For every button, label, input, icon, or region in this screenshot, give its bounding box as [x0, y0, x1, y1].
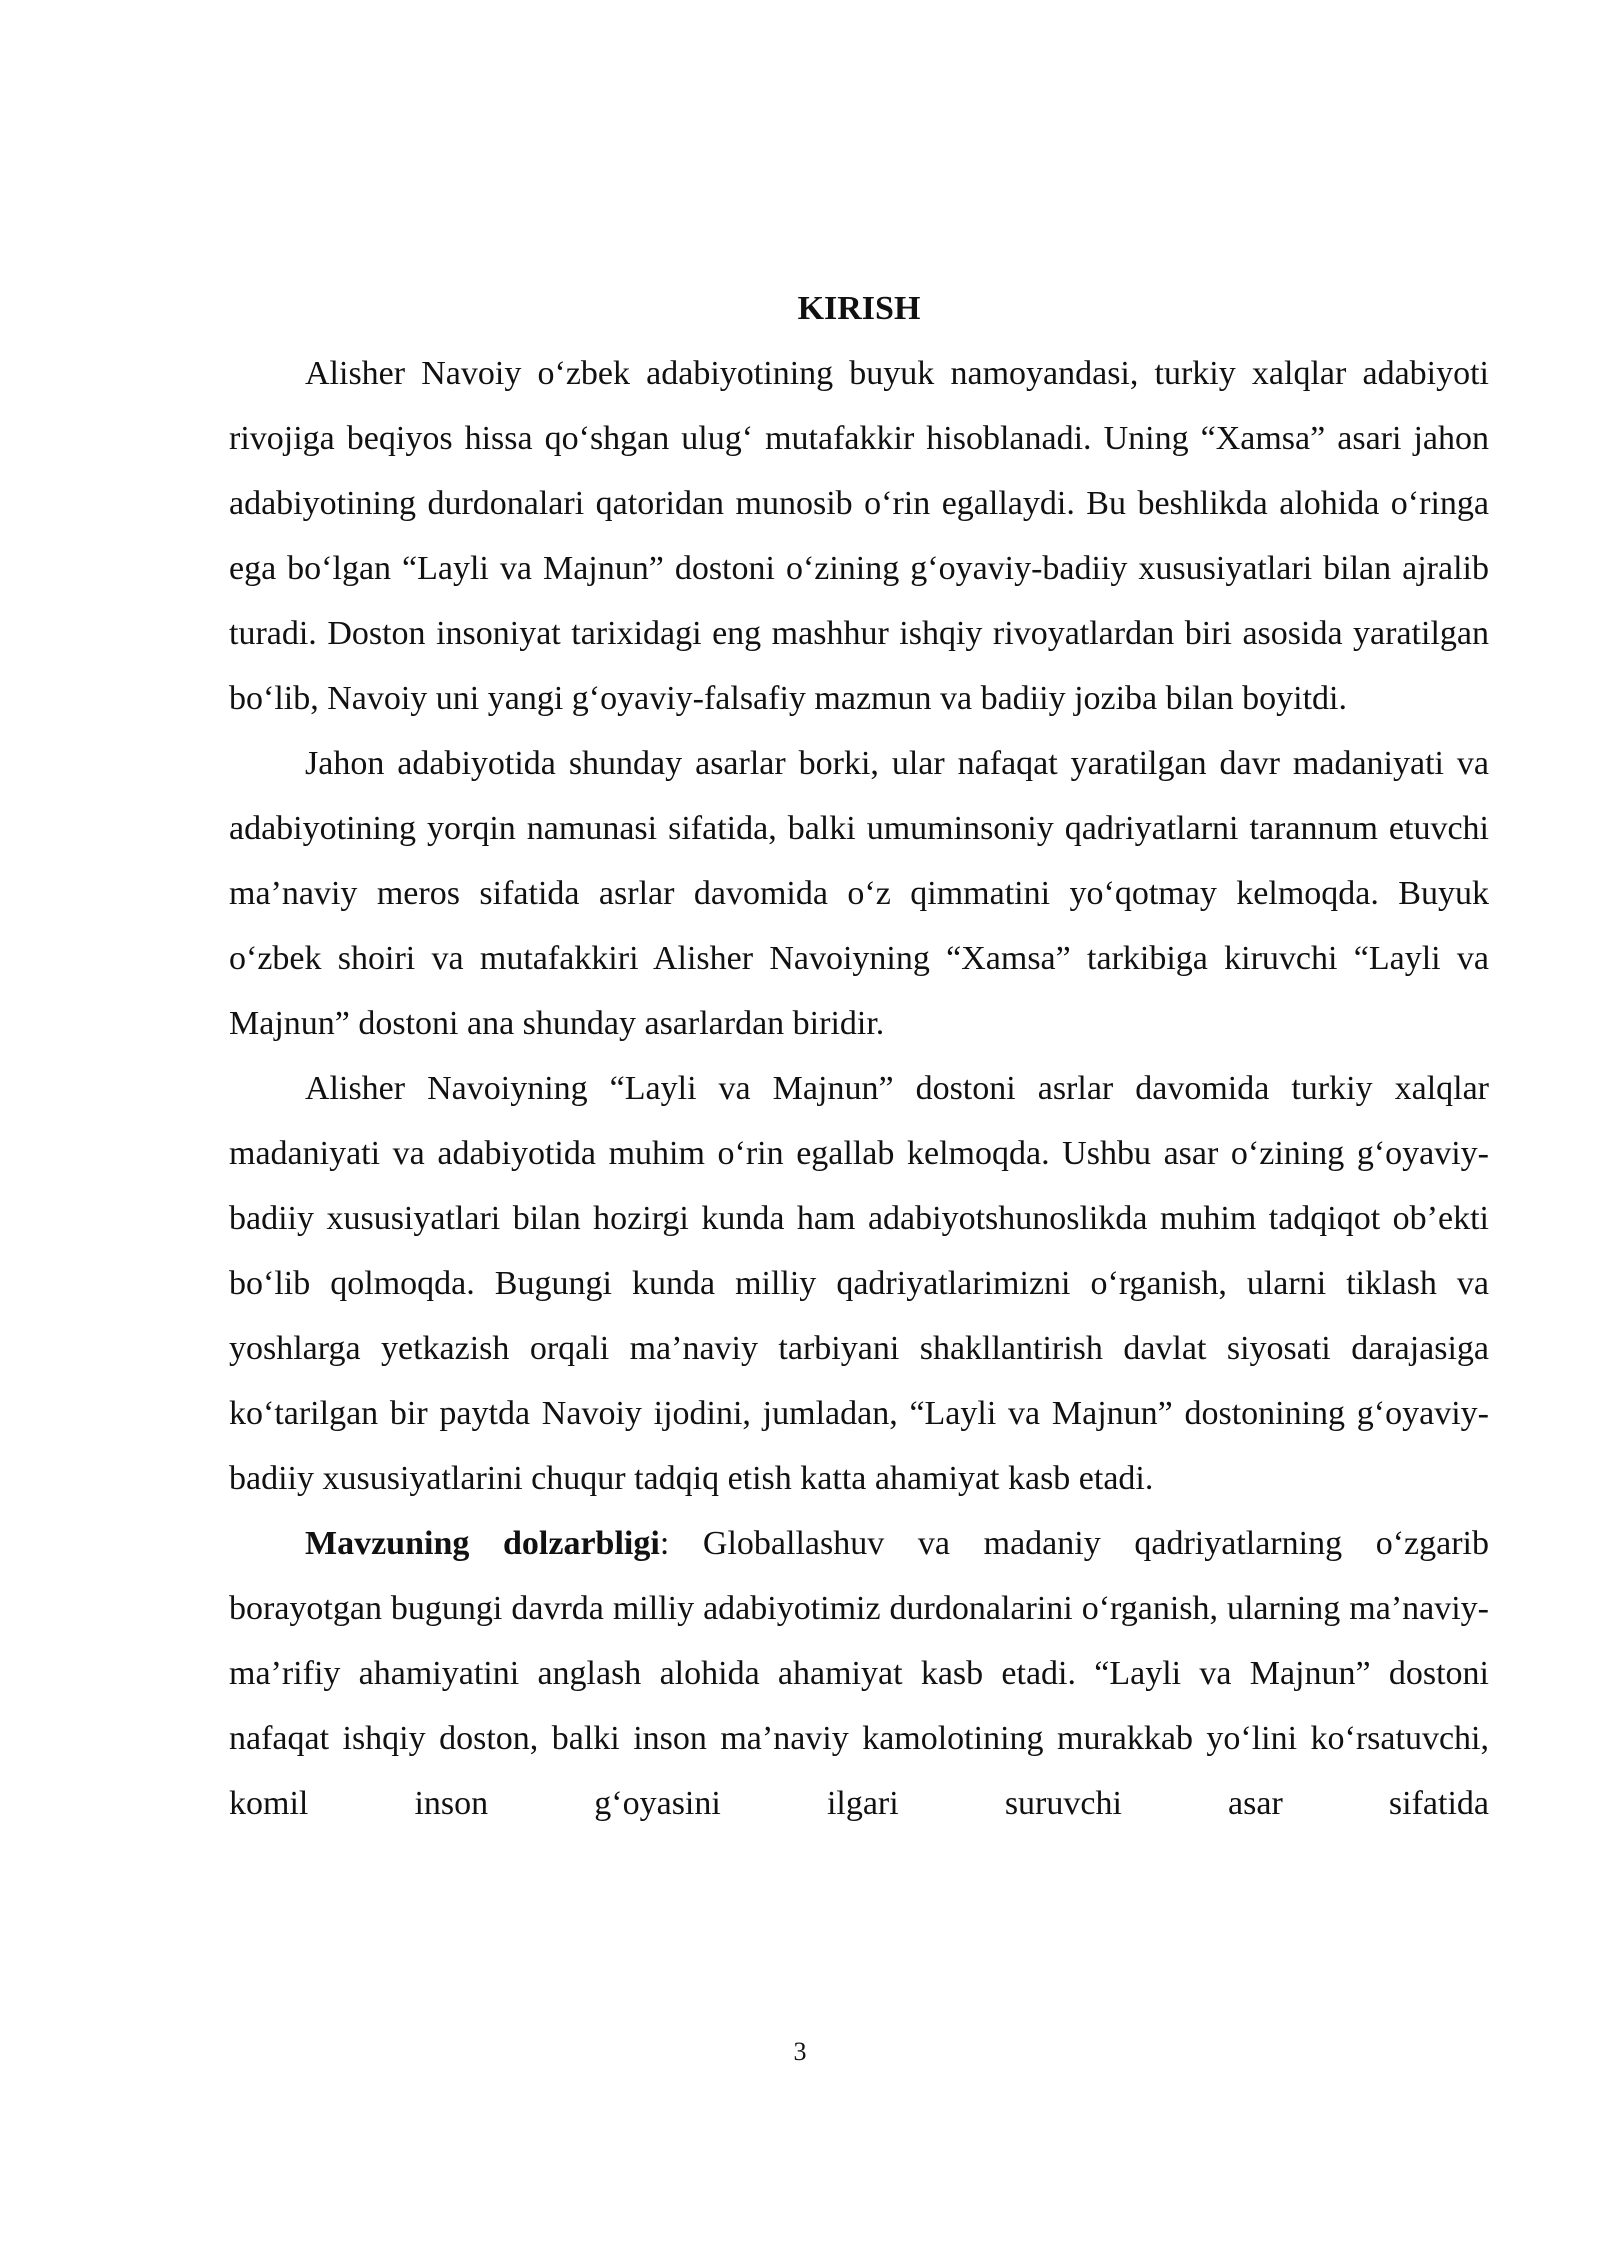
paragraph-2: Jahon adabiyotida shunday asarlar borki, ular nafaqat yaratilgan davr madaniyati va adabiyotining yorqin namunasi sifatida, balki umuminsoniy qadriyatlarni tarannum etuvchi ma’naviy meros sifatida asrlar davomida o‘z qimmatini yo‘qotmay kelmoqda. Buyuk o‘zbek shoiri va mutafakkiri Alisher Navoiyning “Xamsa” tarkibiga kiruvchi “Layli va Majnun” dostoni ana shunday asarlardan biridir. — [229, 745, 1489, 1042]
page-content — [229, 276, 1489, 1836]
paragraph-1: Alisher Navoiy o‘zbek adabiyotining buyuk namoyandasi, turkiy xalqlar adabiyoti rivojiga beqiyos hissa qo‘shgan ulug‘ mutafakkir hisoblanadi. Uning “Xamsa” asari jahon adabiyotining durdonalari qatoridan munosib o‘rin egallaydi. Bu beshlikda alohida o‘ringa ega bo‘lgan “Layli va Majnun” dostoni o‘zining g‘oyaviy-badiiy xususiyatlari bilan ajralib turadi. Doston insoniyat tarixidagi eng mashhur ishqiy rivoyatlardan biri asosida yaratilgan bo‘lib, Navoiy uni yangi g‘oyaviy-falsafiy mazmun va badiiy joziba bilan boyitdi. — [229, 355, 1489, 717]
page-title: KIRISH — [797, 290, 921, 327]
paragraph-4-lead: Mavzuning dolzarbligi — [305, 1525, 660, 1562]
paragraph-4 — [229, 1511, 1489, 1836]
paragraph-3: Alisher Navoiyning “Layli va Majnun” dostoni asrlar davomida turkiy xalqlar madaniyati va adabiyotida muhim o‘rin egallab kelmoqda. Ushbu asar o‘zining g‘oyaviy-badiiy xususiyatlari bilan hozirgi kunda ham adabiyotshunoslikda muhim tadqiqot ob’ekti bo‘lib qolmoqda. Bugungi kunda milliy qadriyatlarimizni o‘rganish, ularni tiklash va yoshlarga yetkazish orqali ma’naviy tarbiyani shakllantirish davlat siyosati darajasiga ko‘tarilgan bir paytda Navoiy ijodini, jumladan, “Layli va Majnun” dostonining g‘oyaviy-badiiy xususiyatlarini chuqur tadqiq etish katta ahamiyat kasb etadi. — [229, 1070, 1489, 1497]
page-number: 3 — [793, 2037, 807, 2066]
paragraph-4-text: : Globallashuv va madaniy qadriyatlarning o‘zgarib borayotgan bugungi davrda milliy adabiyotimiz durdonalarini o‘rganish, ularning ma’naviy-ma’rifiy ahamiyatini anglash alohida ahamiyat kasb etadi. “Layli va Majnun” dostoni nafaqat ishqiy doston, balki inson ma’naviy kamolotining murakkab yo‘lini ko‘rsatuvchi, komil inson g‘oyasini ilgari suruvchi asar sifatida — [229, 1525, 1489, 1822]
